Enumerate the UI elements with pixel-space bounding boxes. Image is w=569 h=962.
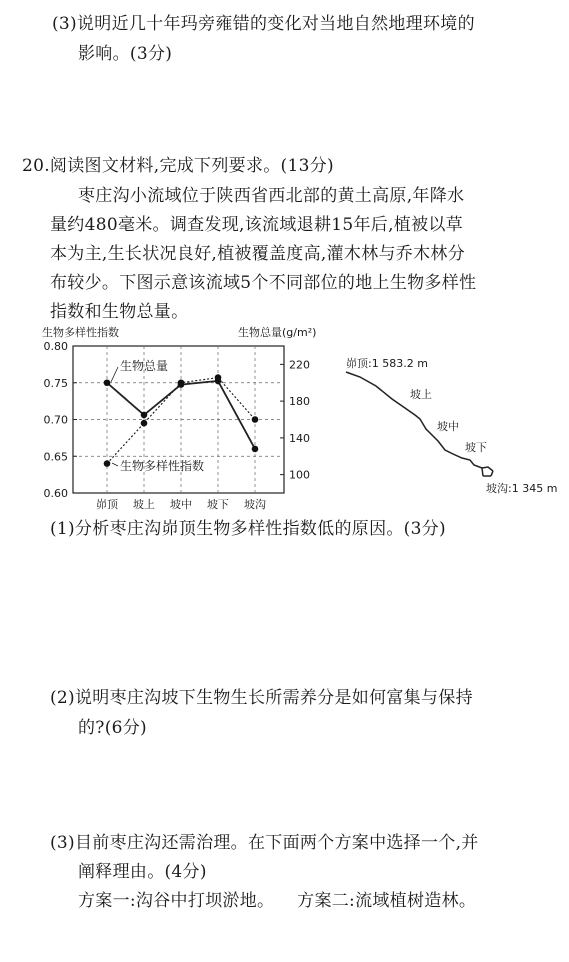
q20-para-2: 量约480毫米。调查发现,该流域退耕15年后,植被以草 [50, 215, 463, 235]
y-left-tick-label: 0.80 [43, 340, 68, 353]
data-point [178, 379, 185, 386]
data-point [141, 420, 148, 427]
gully-wall-right [491, 471, 493, 476]
biomass-pointer [111, 367, 118, 382]
y-left-label: 生物多样性指数 [42, 326, 119, 339]
x-tick-label: 峁顶 [96, 498, 118, 511]
data-point [252, 416, 259, 423]
data-point [104, 379, 111, 386]
q20-2-line1: (2)说明枣庄沟坡下生物生长所需养分是如何富集与保持 [50, 688, 473, 708]
x-tick-label: 坡上 [133, 498, 155, 511]
profile-bottom-label: 坡沟:1 345 m [486, 482, 558, 495]
gully-wall-left [482, 468, 483, 476]
series-label-diversity: 生物多样性指数 [120, 459, 205, 473]
x-ticks [96, 497, 266, 511]
y-left-ticks [44, 340, 78, 500]
q20-3-line2: 阐释理由。(4分) [78, 862, 207, 882]
y-left-tick-label: 0.75 [43, 376, 68, 390]
q20-header: 20.阅读图文材料,完成下列要求。(13分) [22, 156, 334, 176]
q20-3-line1: (3)目前枣庄沟还需治理。在下面两个方案中选择一个,并 [50, 833, 479, 853]
data-point [252, 446, 259, 453]
q20-para-4: 布较少。下图示意该流域5个不同部位的地上生物多样性 [50, 273, 477, 293]
y-right-tick-label: 140 [289, 431, 310, 445]
q20-2-line2: 的?(6分) [78, 718, 147, 738]
q20-para-5: 指数和生物总量。 [50, 302, 189, 322]
q19-3-line2: 影响。(3分) [78, 44, 173, 64]
data-point [104, 460, 111, 467]
q20-1: (1)分析枣庄沟峁顶生物多样性指数低的原因。(3分) [50, 519, 446, 539]
figure [0, 320, 569, 515]
data-point [215, 374, 222, 381]
q20-para-1: 枣庄沟小流域位于陕西省西北部的黄土高原,年降水 [78, 186, 465, 206]
q20-3-options: 方案一:沟谷中打坝淤地。 方案二:流域植树造林。 [78, 891, 477, 911]
y-right-tick-label: 100 [289, 468, 310, 482]
data-point [141, 412, 148, 419]
x-tick-label: 坡下 [207, 498, 229, 511]
y-right-tick-label: 220 [289, 358, 310, 372]
y-left-tick-label: 0.60 [43, 487, 68, 500]
diversity-pointer [112, 463, 118, 466]
y-right-tick-label: 180 [289, 395, 310, 409]
series-label-biomass: 生物总量 [120, 359, 169, 373]
profile-label-lower: 坡下 [465, 441, 487, 454]
profile-top-label: 峁顶:1 583.2 m [346, 357, 428, 370]
q20-para-3: 本为主,生长状况良好,植被覆盖度高,灌木林与乔木林分 [50, 244, 466, 264]
y-right-label: 生物总量(g/m²) [238, 326, 317, 339]
y-left-tick-label: 0.65 [43, 450, 68, 464]
q19-3-line1: (3)说明近几十年玛旁雍错的变化对当地自然地理环境的 [52, 14, 475, 34]
profile-label-middle: 坡中 [437, 420, 459, 433]
profile-label-upper: 坡上 [410, 388, 432, 401]
x-tick-label: 坡沟 [244, 498, 266, 511]
y-left-tick-label: 0.70 [43, 413, 68, 427]
x-tick-label: 坡中 [170, 498, 192, 511]
terrain-profile [346, 372, 493, 471]
